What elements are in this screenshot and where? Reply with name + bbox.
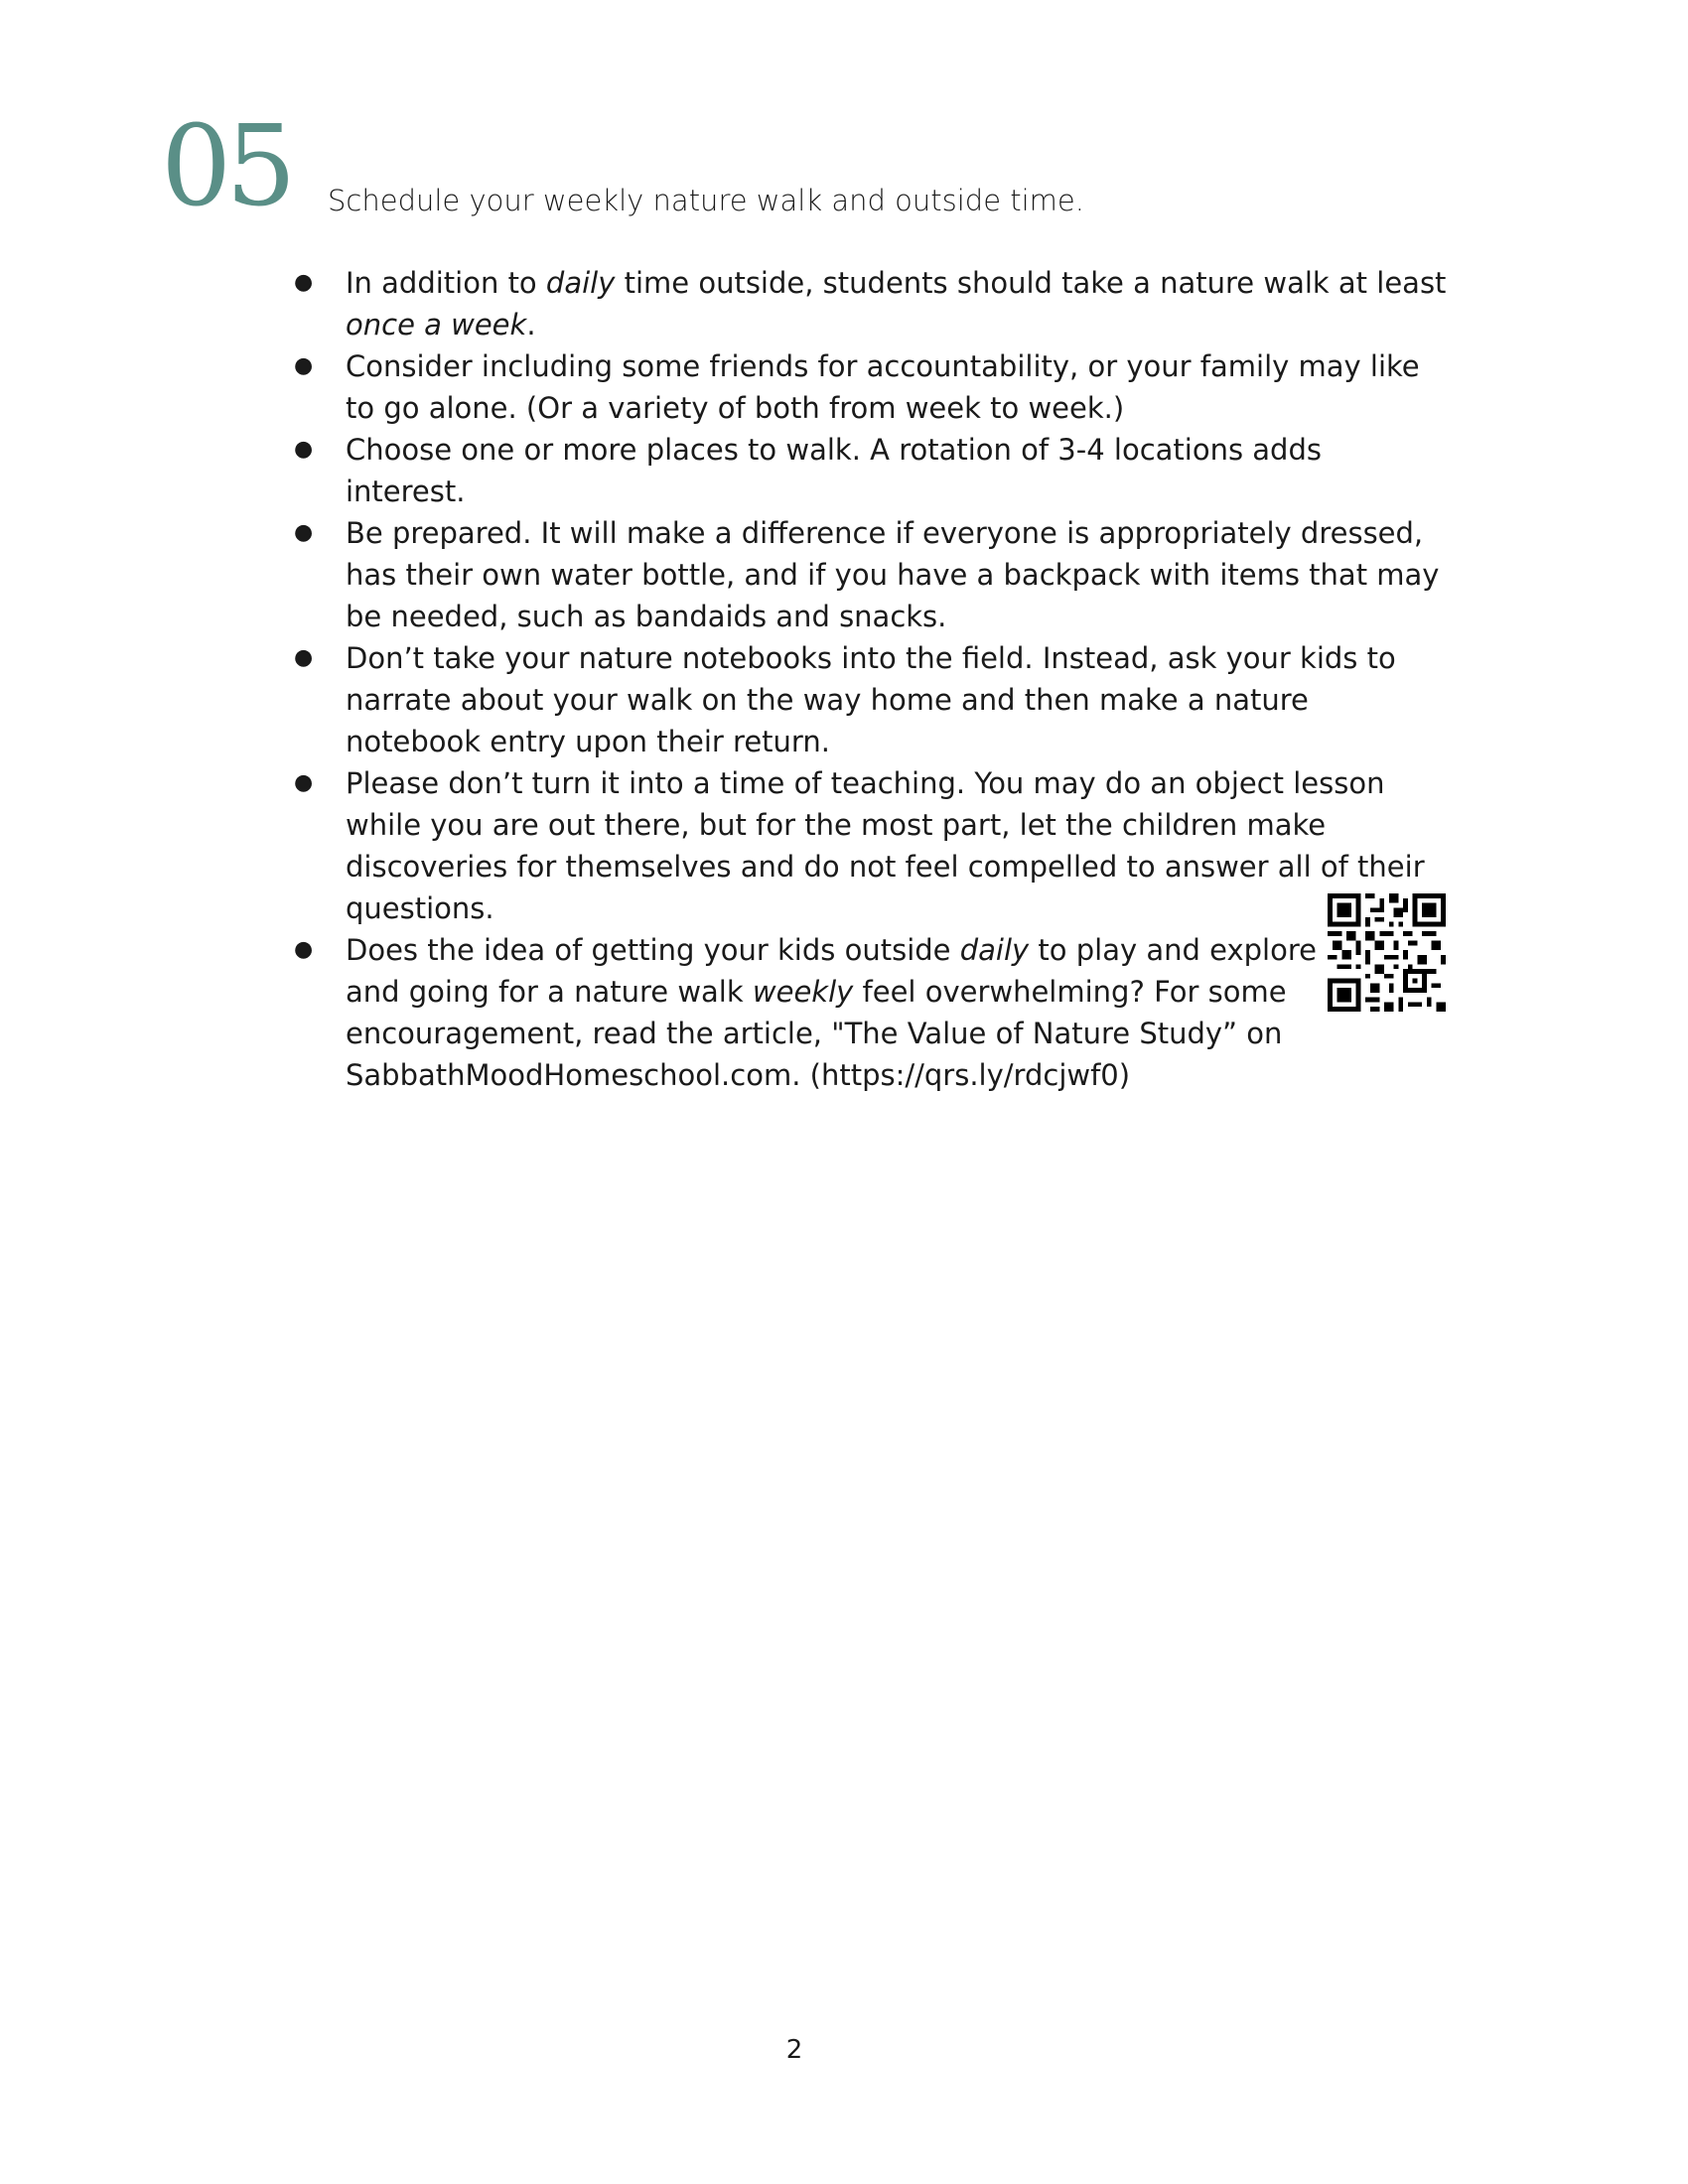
list-item: [288, 637, 1450, 762]
list-item: [288, 345, 1450, 429]
bullet-text: Consider including some friends for accountability, or your family may like to go alone. (Or a variety of both from week to week.): [346, 349, 1420, 425]
step-number: 05: [161, 102, 291, 231]
bullet-text: Does the idea of getting your kids outside: [346, 933, 960, 967]
bullet-text: .: [526, 308, 536, 341]
list-item: [288, 512, 1450, 637]
list-item: [288, 929, 1338, 1096]
emphasis-text: weekly: [752, 975, 854, 1009]
bullet-text: Please don’t turn it into a time of teaching. You may do an object lesson while you are out there, but for the most part, let the children make discoveries for themselves and do not feel compelled to answer all of their questions.: [346, 766, 1425, 925]
bullet-text: In addition to: [346, 266, 546, 300]
bullet-text: time outside, students should take a nature walk at least: [615, 266, 1447, 300]
bullet-text: Be prepared. It will make a difference if everyone is appropriately dressed, has their own water bottle, and if you have a backpack with items that may be needed, such as bandaids and snacks.: [346, 516, 1440, 633]
qr-code[interactable]: [1328, 893, 1446, 1012]
list-item: [288, 429, 1450, 512]
step-title: Schedule your weekly nature walk and outside time.: [328, 184, 1084, 217]
page-number: 2: [785, 2035, 803, 2065]
emphasis-text: daily: [545, 266, 616, 300]
emphasis-text: once a week: [346, 308, 527, 341]
emphasis-text: daily: [959, 933, 1030, 967]
bullet-text: to play and explore and going for a nature walk: [346, 933, 1317, 1009]
bullet-text: Don’t take your nature notebooks into the field. Instead, ask your kids to narrate about your walk on the way home and then make a nature notebook entry upon their return.: [346, 641, 1396, 758]
bullet-text: feel overwhelming? For some encouragement, read the article, "The Value of Nature Study” on SabbathMoodHomeschool.com. (https://qrs.ly/rdcjwf0): [346, 975, 1287, 1092]
bullet-text: Choose one or more places to walk. A rotation of 3-4 locations adds interest.: [346, 433, 1322, 508]
list-item: [288, 262, 1450, 345]
list-item: [288, 762, 1450, 929]
bullet-list: [288, 262, 1450, 1096]
